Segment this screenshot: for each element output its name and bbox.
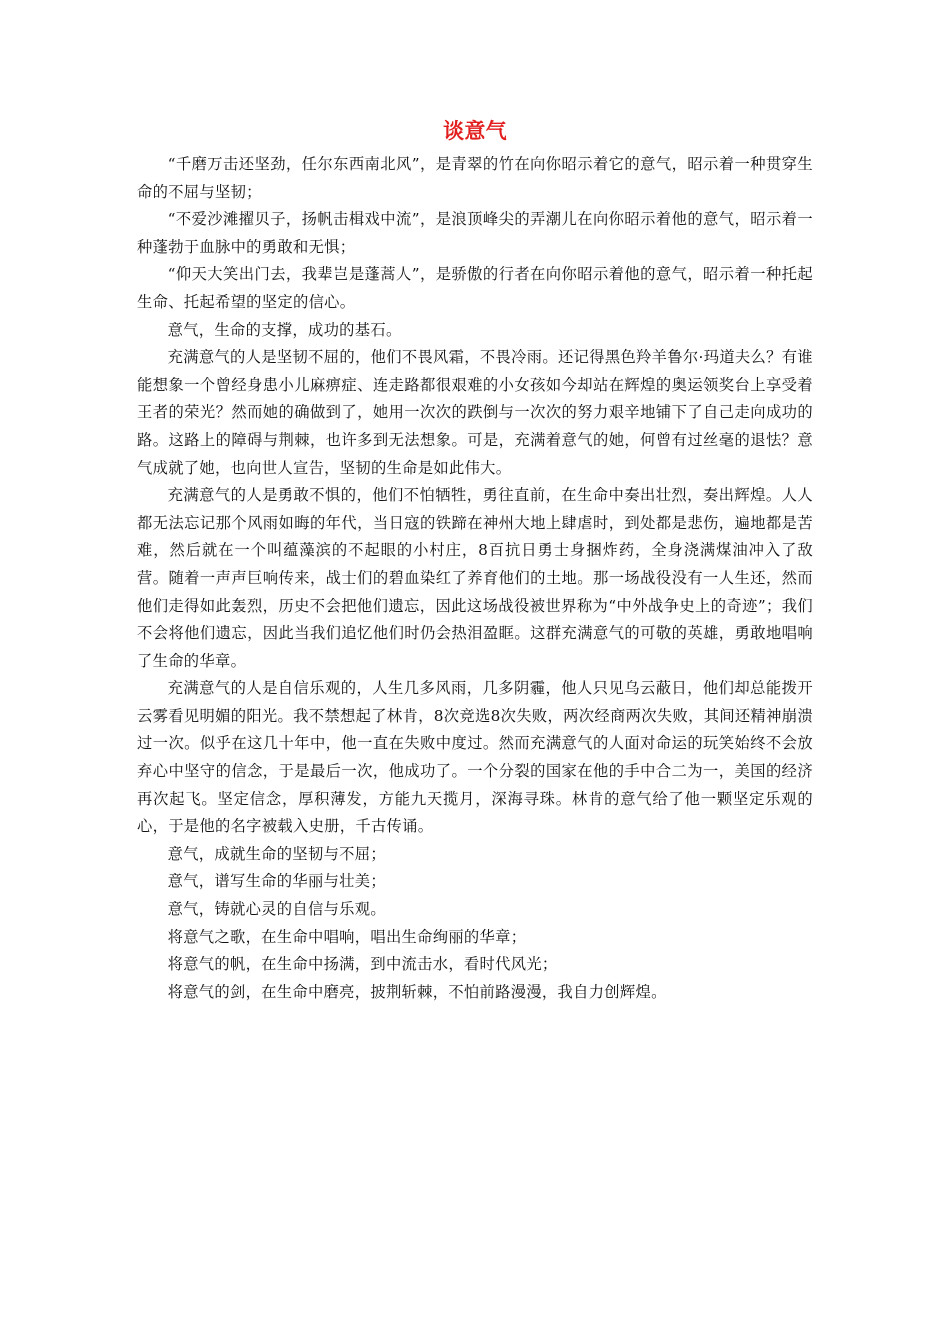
paragraph-13: 将意气的剑，在生命中磨亮，披荆斩棘，不怕前路漫漫，我自力创辉煌。 <box>167 982 667 1001</box>
essay-title: 谈意气 <box>443 119 507 143</box>
essay-body <box>137 151 813 1006</box>
paragraph-8: 意气，成就生命的坚韧与不屈； <box>167 844 386 863</box>
paragraph-5: 充满意气的人是坚韧不屈的，他们不畏风霜，不畏冷雨。还记得黑色羚羊鲁尔·玛道夫么？有谁能想象一个曾经身患小儿麻痹症、连走路都很艰难的小女孩如今却站在辉煌的奥运领奖台上享受着王者的荣光？然而她的确做到了，她用一次次的跌倒与一次次的努力艰辛地铺下了自己走向成功的路。这路上的障碍与荆棘，也许多到无法想象。可是，充满着意气的她，何曾有过丝毫的退怯？意气成就了她，也向世人宣告，坚韧的生命是如此伟大。 <box>137 348 813 477</box>
paragraph-11: 将意气之歌，在生命中唱响，唱出生命绚丽的华章； <box>167 927 527 946</box>
paragraph-2: “不爱沙滩擢贝子，扬帆击楫戏中流”，是浪顶峰尖的弄潮儿在向你昭示着他的意气，昭示着一种蓬勃于血脉中的勇敢和无惧； <box>137 210 813 256</box>
paragraph-6: 充满意气的人是勇敢不惧的，他们不怕牺牲，勇往直前，在生命中奏出壮烈，奏出辉煌。人人都无法忘记那个风雨如晦的年代，当日寇的铁蹄在神州大地上肆虐时，到处都是悲伤，遍地都是苦难，然后就在一个叫蕴藻滨的不起眼的小村庄，8百抗日勇士身捆炸药，全身浇满煤油冲入了敌营。随着一声声巨响传来，战士们的碧血染红了养育他们的土地。那一场战役没有一人生还，然而他们走得如此轰烈，历史不会把他们遗忘，因此这场战役被世界称为“中外战争史上的奇迹”；我们不会将他们遗忘，因此当我们追忆他们时仍会热泪盈眶。这群充满意气的可敬的英雄，勇敢地唱响了生命的华章。 <box>137 486 813 670</box>
paragraph-12: 将意气的帆，在生命中扬满，到中流击水，看时代风光； <box>167 955 558 974</box>
paragraph-7: 充满意气的人是自信乐观的，人生几多风雨，几多阴霾，他人只见乌云蔽日，他们却总能拨开云雾看见明媚的阳光。我不禁想起了林肯，8次竞选8次失败，两次经商两次失败，其间还精神崩溃过一次。似乎在这几十年中，他一直在失败中度过。然而充满意气的人面对命运的玩笑始终不会放弃心中坚守的信念，于是最后一次，他成功了。一个分裂的国家在他的手中合二为一，美国的经济再次起飞。坚定信念，厚积薄发，方能九天揽月，深海寻珠。林肯的意气给了他一颗坚定乐观的心，于是他的名字被载入史册，千古传诵。 <box>137 679 813 836</box>
paragraph-3: “仰天大笑出门去，我辈岂是蓬蒿人”，是骄傲的行者在向你昭示着他的意气，昭示着一种托起生命、托起希望的坚定的信心。 <box>137 265 813 311</box>
paragraph-4: 意气，生命的支撑，成功的基石。 <box>167 320 402 339</box>
paragraph-9: 意气，谱写生命的华丽与壮美； <box>167 872 386 891</box>
paragraph-10: 意气，铸就心灵的自信与乐观。 <box>167 900 386 919</box>
paragraph-1: “千磨万击还坚劲，任尔东西南北风”，是青翠的竹在向你昭示着它的意气，昭示着一种贯穿生命的不屈与坚韧； <box>137 155 813 201</box>
document-page <box>137 115 813 1006</box>
